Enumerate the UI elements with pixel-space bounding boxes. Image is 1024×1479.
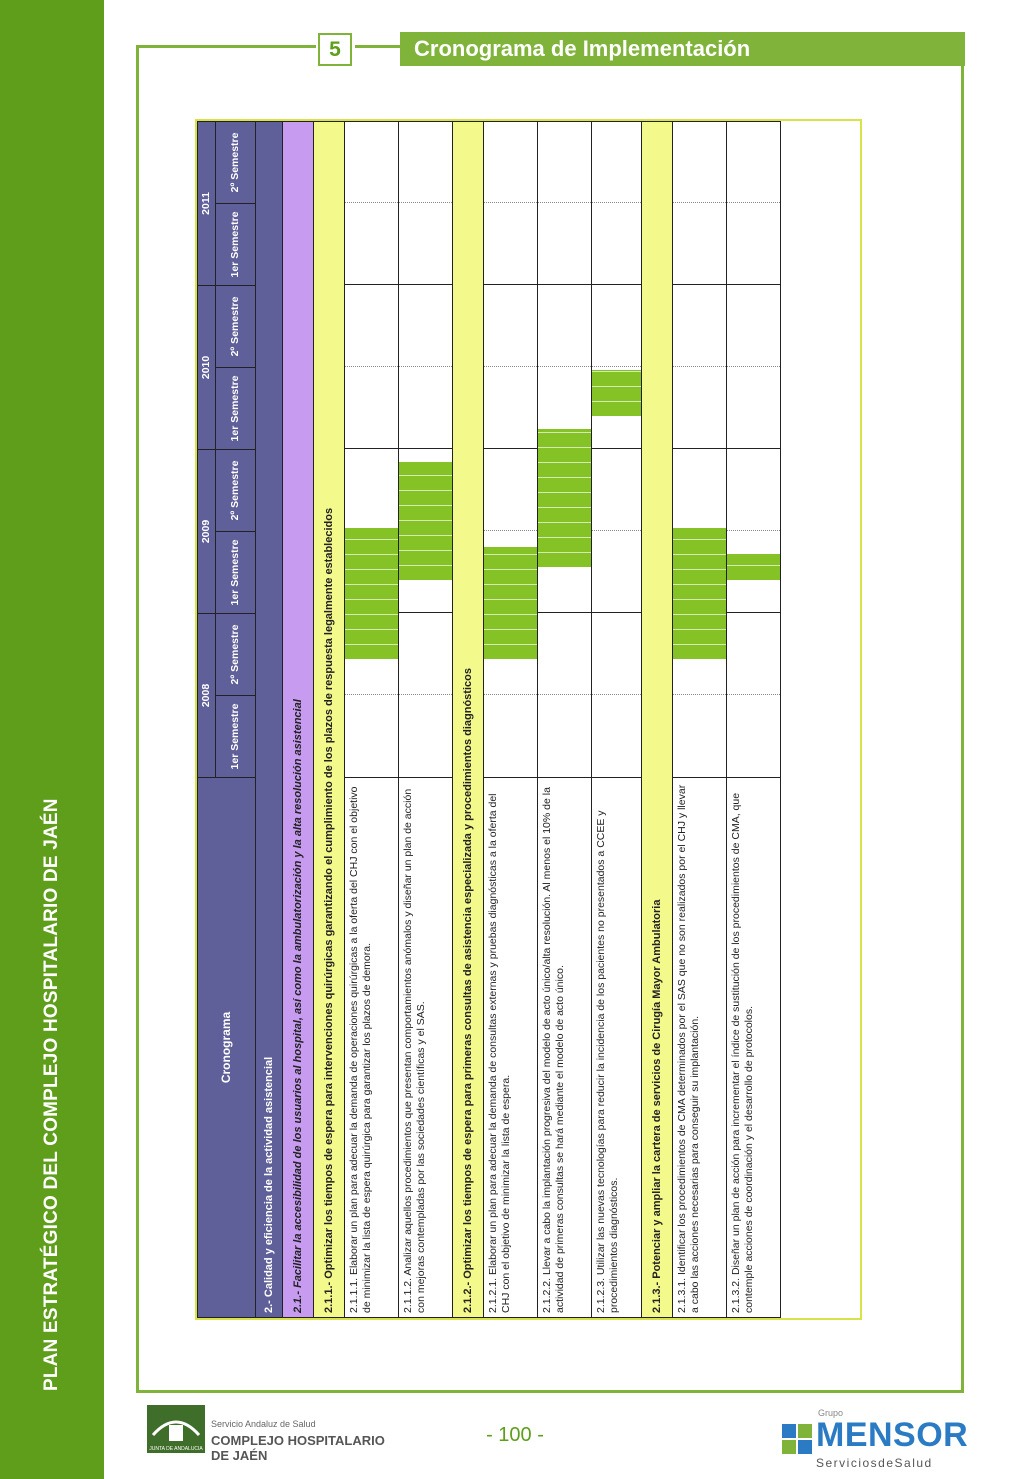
gantt-bar-lines <box>345 528 398 659</box>
gantt-bar <box>538 429 591 567</box>
section-row-label: 2.1.3.- Potenciar y ampliar la cartera de servicios de Cirugía Mayor Ambulatoria <box>642 121 673 1317</box>
semester-divider <box>592 448 641 449</box>
task-description: 2.1.2.2. Llevar a cabo la implantación progresiva del modelo de acto único/alta resolución. Al menos el 10% de la actividad de primeras consultas se hará mediante el modelo de acto único. <box>538 778 592 1318</box>
section-row-label: 2.1.2.- Optimizar los tiempos de espera para primeras consultas de asistencia especializada y procedimientos diagnósticos <box>453 121 484 1317</box>
task-description: 2.1.2.1. Elaborar un plan para adecuar la demanda de consultas externas y pruebas diagnósticas a la oferta del CHJ con el objetivo de minimizar la lista de espera. <box>484 778 538 1318</box>
semester-divider <box>592 366 641 367</box>
schedule-rotated <box>197 121 860 1318</box>
header-year-2010: 2010 <box>198 285 216 449</box>
sas-line1: Servicio Andaluz de Salud <box>211 1419 316 1429</box>
semester-divider <box>484 284 537 285</box>
header-semester: 1er Semestre <box>216 696 256 778</box>
task-row <box>538 121 592 1317</box>
mensor-logo <box>780 1408 969 1472</box>
semester-divider <box>538 202 591 203</box>
gantt-cell <box>727 121 781 777</box>
semester-divider <box>673 448 726 449</box>
task-description: 2.1.3.2. Diseñar un plan de acción para incrementar el índice de sustitución de los procedimientos de CMA, que contemple acciones de coordinación y el desarrollo de protocolos. <box>727 778 781 1318</box>
gantt-bar <box>673 528 726 659</box>
semester-divider <box>399 448 452 449</box>
sas-logo <box>147 1405 397 1463</box>
semester-divider <box>673 202 726 203</box>
schedule-body <box>256 121 781 1317</box>
semester-divider <box>538 694 591 695</box>
section-row-label: 2.- Calidad y eficiencia de la actividad asistencial <box>256 121 283 1317</box>
sidebar-title-wrap <box>0 0 104 1479</box>
mensor-name: MENSOR <box>816 1416 969 1454</box>
semester-divider <box>484 694 537 695</box>
semester-divider <box>484 366 537 367</box>
header-semester: 1er Semestre <box>216 203 256 285</box>
gantt-cell <box>673 121 727 777</box>
task-row <box>673 121 727 1317</box>
task-description: 2.1.1.2. Analizar aquellos procedimientos que presentan comportamientos anómalos y diseñar un plan de acción con mejoras contempladas por las sociedades científicas y el SAS. <box>399 778 453 1318</box>
header-year-2011: 2011 <box>198 121 216 285</box>
semester-divider <box>538 612 591 613</box>
gantt-bar-lines <box>673 528 726 659</box>
semester-divider <box>673 694 726 695</box>
task-row <box>399 121 453 1317</box>
semester-divider <box>484 448 537 449</box>
task-description: 2.1.1.1. Elaborar un plan para adecuar la demanda de operaciones quirúrgicas a la oferta del CHJ con el objetivo de minimizar la lista de espera quirúrgica para garantizar los plazos de demora. <box>345 778 399 1318</box>
header-semester: 2º Semestre <box>216 121 256 203</box>
sas-line2: COMPLEJO HOSPITALARIO DE JAÉN <box>211 1433 385 1463</box>
gantt-bar-lines <box>399 462 452 580</box>
header-semester: 1er Semestre <box>216 367 256 449</box>
sidebar <box>0 0 104 1479</box>
task-row <box>592 121 642 1317</box>
page-number: - 100 - <box>486 1424 544 1446</box>
semester-divider <box>399 202 452 203</box>
semester-divider <box>592 694 641 695</box>
semester-divider <box>592 284 641 285</box>
frame-top-line <box>136 45 316 48</box>
section-row <box>453 121 484 1317</box>
gantt-bar <box>484 547 537 659</box>
header-year-2008: 2008 <box>198 613 216 777</box>
gantt-bar <box>345 528 398 659</box>
semester-divider <box>538 284 591 285</box>
semester-divider <box>538 366 591 367</box>
gantt-bar-lines <box>727 554 780 580</box>
gantt-bar-lines <box>592 370 641 416</box>
semester-divider <box>727 612 780 613</box>
semester-divider <box>727 366 780 367</box>
semester-divider <box>345 284 398 285</box>
task-description: 2.1.2.3. Utilizar las nuevas tecnologías para reducir la incidencia de los pacientes no presentados a CCEE y procedimientos diagnósticos. <box>592 778 642 1318</box>
section-row <box>283 121 314 1317</box>
semester-divider <box>399 694 452 695</box>
semester-divider <box>727 530 780 531</box>
section-row <box>314 121 345 1317</box>
frame-top-line-2 <box>355 45 400 48</box>
header-year-2009: 2009 <box>198 449 216 613</box>
gantt-bar-lines <box>484 547 537 659</box>
semester-divider <box>345 694 398 695</box>
semester-divider <box>399 612 452 613</box>
section-row <box>642 121 673 1317</box>
semester-divider <box>673 284 726 285</box>
gantt-cell <box>538 121 592 777</box>
header-cronograma: Cronograma <box>198 778 256 1318</box>
section-number: 5 <box>318 33 352 66</box>
section-title: Cronograma de Implementación <box>400 32 965 66</box>
semester-divider <box>345 202 398 203</box>
gantt-cell <box>399 121 453 777</box>
gantt-cell <box>345 121 399 777</box>
mensor-sub: ServiciosdeSalud <box>816 1456 933 1470</box>
task-row <box>484 121 538 1317</box>
semester-divider <box>484 202 537 203</box>
schedule-table-box <box>195 119 862 1320</box>
gantt-cell <box>592 121 642 777</box>
sas-seal-text: JUNTA DE ANDALUCIA <box>149 1446 203 1452</box>
semester-divider <box>592 612 641 613</box>
semester-divider <box>727 284 780 285</box>
semester-divider <box>673 366 726 367</box>
task-row <box>345 121 399 1317</box>
section-row-label: 2.1.- Facilitar la accesibilidad de los usuarios al hospital, así como la ambulatorización y la alta resolución asistencial <box>283 121 314 1317</box>
gantt-bar-lines <box>538 429 591 567</box>
section-row-label: 2.1.1.- Optimizar los tiempos de espera para intervenciones quirúrgicas garantizando el cumplimiento de los plazos de respuesta legalmente establecidos <box>314 121 345 1317</box>
gantt-bar <box>727 554 780 580</box>
task-row <box>727 121 781 1317</box>
schedule-table <box>197 121 781 1318</box>
gantt-cell <box>484 121 538 777</box>
semester-divider <box>727 694 780 695</box>
sidebar-title: PLAN ESTRATÉGICO DEL COMPLEJO HOSPITALARIO DE JAÉN <box>41 798 62 1391</box>
mensor-mark-icon <box>780 1422 814 1456</box>
semester-divider <box>399 284 452 285</box>
gantt-bar <box>592 370 641 416</box>
task-description: 2.1.3.1. Identificar los procedimientos de CMA determinados por el SAS que no son realizados por el CHJ y llevar a cabo las acciones necesarias para conseguir su implantación. <box>673 778 727 1318</box>
header-semester: 1er Semestre <box>216 531 256 613</box>
semester-divider <box>592 530 641 531</box>
header-semester: 2º Semestre <box>216 285 256 367</box>
semester-divider <box>345 448 398 449</box>
header-semester: 2º Semestre <box>216 613 256 695</box>
header-semester: 2º Semestre <box>216 449 256 531</box>
semester-divider <box>345 366 398 367</box>
semester-divider <box>727 202 780 203</box>
section-row <box>256 121 283 1317</box>
gantt-bar <box>399 462 452 580</box>
semester-divider <box>727 448 780 449</box>
semester-divider <box>399 366 452 367</box>
semester-divider <box>484 530 537 531</box>
semester-divider <box>592 202 641 203</box>
mensor-group: Grupo <box>818 1408 844 1418</box>
